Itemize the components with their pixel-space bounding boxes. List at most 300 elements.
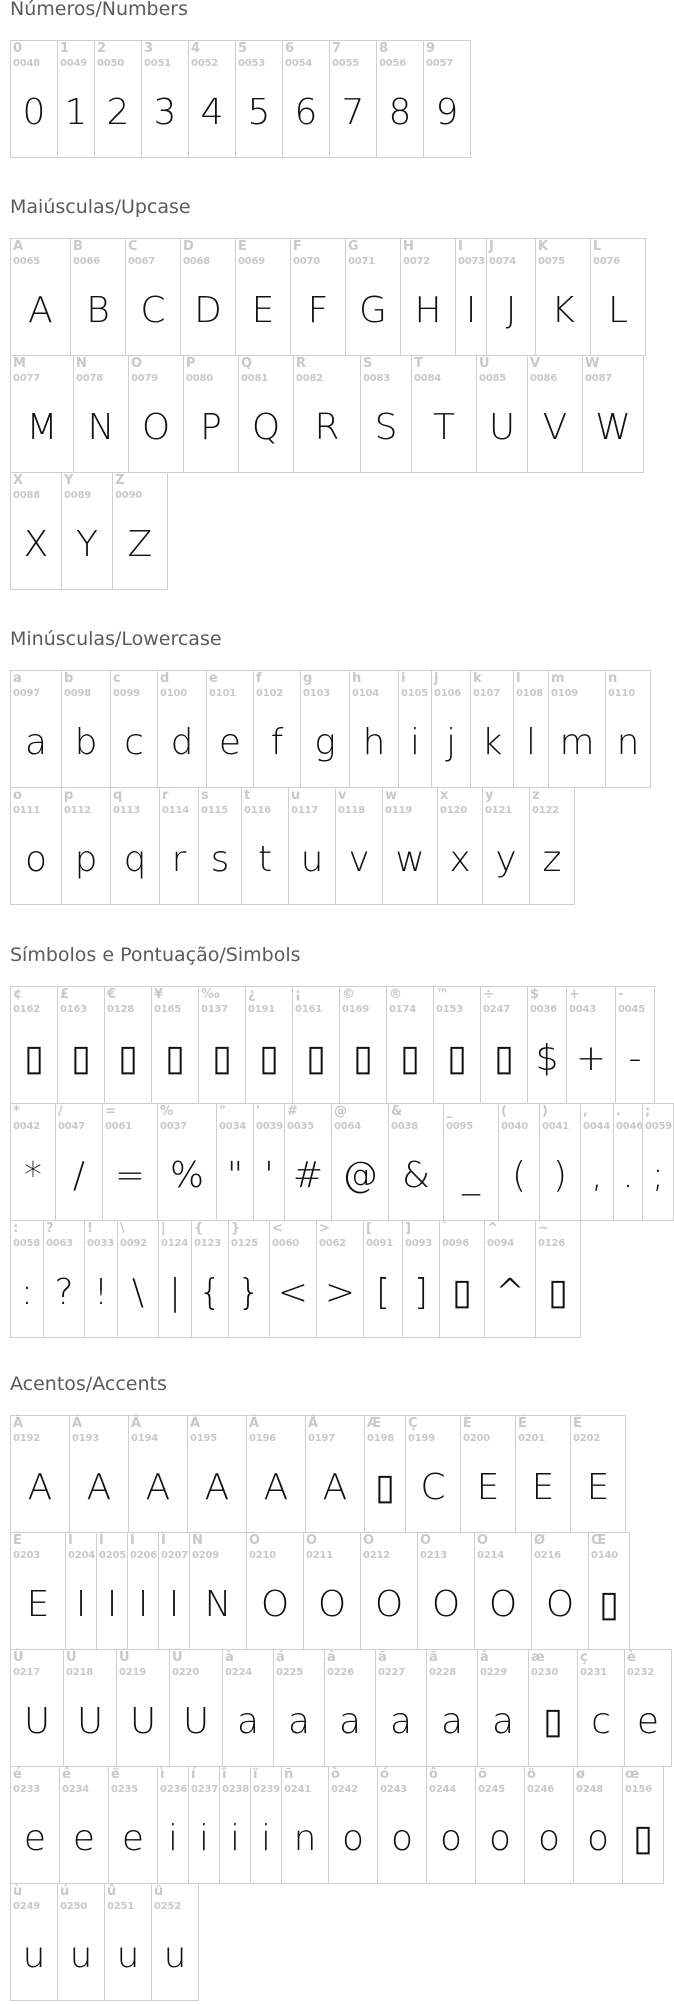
- glyph-character-label: x: [440, 788, 449, 803]
- glyph-code-label: 0033: [87, 1238, 115, 1249]
- glyph-sample: ▯: [24, 1038, 44, 1079]
- glyph-cell: [102, 1103, 158, 1221]
- glyph-cell: [10, 238, 71, 356]
- glyph-code-label: 0247: [483, 1004, 511, 1015]
- glyph-cell: [159, 787, 199, 905]
- glyph-code-label: 0055: [332, 58, 360, 69]
- glyph-cell: [588, 1532, 630, 1650]
- glyph-cell: [61, 670, 111, 788]
- glyph-code-label: 0067: [128, 256, 156, 267]
- glyph-code-label: 0210: [249, 1550, 277, 1561]
- glyph-cell: [303, 1532, 361, 1650]
- glyph-character-label: œ: [625, 1767, 640, 1782]
- glyph-cell: [622, 1766, 664, 1884]
- glyph-sample: I: [75, 1584, 87, 1625]
- glyph-sample: ▯: [599, 1584, 619, 1625]
- glyph-sample: E: [586, 1467, 610, 1508]
- glyph-character-label: R: [296, 356, 307, 371]
- glyph-code-label: 0217: [13, 1667, 41, 1678]
- glyph-character-label: ô: [429, 1767, 438, 1782]
- glyph-cell: [112, 472, 168, 590]
- glyph-code-label: 0081: [241, 373, 269, 384]
- glyph-code-label: 0086: [530, 373, 558, 384]
- glyph-code-label: 0035: [287, 1121, 315, 1132]
- glyph-code-label: 0094: [487, 1238, 515, 1249]
- glyph-sample: s: [210, 839, 230, 880]
- glyph-cell: [402, 1220, 440, 1338]
- glyph-sample: I: [465, 290, 477, 331]
- glyph-sample: ;: [651, 1155, 665, 1196]
- glyph-sample: H: [414, 290, 442, 331]
- glyph-sample: ▯: [548, 1272, 568, 1313]
- glyph-character-label: Ù: [13, 1650, 24, 1665]
- glyph-sample: ▯: [375, 1467, 395, 1508]
- glyph-cell: [528, 1649, 578, 1767]
- glyph-code-label: 0041: [542, 1121, 570, 1132]
- glyph-sample: I: [137, 1584, 149, 1625]
- glyph-cell: [10, 787, 62, 905]
- glyph-sample: o: [341, 1818, 365, 1859]
- glyph-character-label: È: [463, 1416, 472, 1431]
- glyph-code-label: 0233: [13, 1784, 41, 1795]
- glyph-sample: Z: [127, 524, 153, 565]
- glyph-sample: g: [314, 722, 336, 763]
- glyph-cell: [228, 1220, 270, 1338]
- glyph-cell: [642, 1103, 674, 1221]
- glyph-character-label: ¿: [248, 987, 256, 1002]
- glyph-code-label: 0037: [160, 1121, 188, 1132]
- glyph-code-label: 0038: [391, 1121, 419, 1132]
- glyph-sample: %: [169, 1155, 205, 1196]
- glyph-character-label: 7: [332, 41, 342, 56]
- glyph-cell: [70, 238, 126, 356]
- glyph-character-label: ó: [380, 1767, 389, 1782]
- glyph-cell: [513, 670, 549, 788]
- glyph-sample: f: [270, 722, 284, 763]
- glyph-character-label: [: [366, 1221, 372, 1236]
- glyph-cell: [335, 787, 383, 905]
- glyph-code-label: 0140: [591, 1550, 619, 1561]
- glyph-character-label: _: [446, 1104, 453, 1119]
- glyph-character-label: Õ: [420, 1533, 432, 1548]
- glyph-sample: F: [307, 290, 329, 331]
- glyph-character-label: É: [518, 1416, 527, 1431]
- glyph-cell: [269, 1220, 317, 1338]
- glyph-code-label: 0229: [480, 1667, 508, 1678]
- glyph-character-label: ê: [62, 1767, 71, 1782]
- glyph-character-label: ©: [342, 987, 355, 1002]
- glyph-code-label: 0202: [573, 1433, 601, 1444]
- glyph-sample: ▯: [165, 1038, 185, 1079]
- glyph-cell: [577, 1649, 625, 1767]
- glyph-code-label: 0091: [366, 1238, 394, 1249]
- glyph-sample: A: [145, 1467, 171, 1508]
- glyph-character-label: l: [516, 671, 521, 686]
- glyph-code-label: 0205: [99, 1550, 127, 1561]
- glyph-code-label: 0115: [201, 805, 229, 816]
- glyph-character-label: k: [473, 671, 482, 686]
- glyph-cell: [605, 670, 651, 788]
- glyph-code-label: 0193: [72, 1433, 100, 1444]
- glyph-character-label: v: [338, 788, 347, 803]
- glyph-cell: [157, 1766, 189, 1884]
- glyph-character-label: €: [107, 987, 117, 1002]
- glyph-cell: [157, 670, 207, 788]
- glyph-code-label: 0125: [231, 1238, 259, 1249]
- glyph-sample: 3: [153, 92, 177, 133]
- glyph-cell: [284, 1103, 332, 1221]
- glyph-cell: [360, 1532, 418, 1650]
- glyph-code-label: 0162: [13, 1004, 41, 1015]
- glyph-sample: u: [163, 1935, 187, 1976]
- glyph-sample: ▯: [633, 1818, 653, 1859]
- glyph-cell: [613, 1103, 643, 1221]
- glyph-code-label: 0120: [440, 805, 468, 816]
- glyph-character-label: /: [58, 1104, 63, 1119]
- glyph-cell: [10, 670, 62, 788]
- glyph-character-label: ]: [405, 1221, 411, 1236]
- glyph-character-label: 3: [144, 41, 154, 56]
- glyph-sample: A: [86, 1467, 112, 1508]
- glyph-cell: [188, 40, 236, 158]
- glyph-row: [10, 1532, 671, 1649]
- glyph-cell: [157, 1103, 217, 1221]
- glyph-cell: [331, 1103, 389, 1221]
- glyph-character-label: Û: [119, 1650, 130, 1665]
- glyph-code-label: 0249: [13, 1901, 41, 1912]
- glyph-character-label: Ò: [249, 1533, 261, 1548]
- glyph-sample: a: [389, 1701, 413, 1742]
- glyph-code-label: 0102: [256, 688, 284, 699]
- glyph-sample: +: [575, 1038, 607, 1079]
- glyph-cell: [281, 1766, 329, 1884]
- glyph-row: [10, 986, 673, 1103]
- glyph-character-label: V: [530, 356, 541, 371]
- glyph-cell: [475, 1766, 525, 1884]
- glyph-character-label: !: [87, 1221, 93, 1236]
- glyph-sample: !: [93, 1272, 109, 1313]
- glyph-cell: [573, 1766, 623, 1884]
- glyph-character-label: Ó: [306, 1533, 318, 1548]
- glyph-character-label: 5: [238, 41, 248, 56]
- glyph-character-label: O: [131, 356, 143, 371]
- glyph-cell: [116, 1649, 170, 1767]
- glyph-character-label: d: [160, 671, 170, 686]
- glyph-cell: [288, 787, 336, 905]
- glyph-sample: e: [636, 1701, 660, 1742]
- glyph-code-label: 0076: [593, 256, 621, 267]
- glyph-character-label: ì: [160, 1767, 165, 1782]
- glyph-character-label: û: [107, 1884, 117, 1899]
- glyph-cell: [290, 238, 346, 356]
- glyph-cell: [293, 355, 361, 473]
- glyph-cell: [386, 986, 434, 1104]
- glyph-grid: [10, 986, 673, 1337]
- glyph-cell: [529, 787, 575, 905]
- glyph-cell: [615, 986, 655, 1104]
- glyph-code-label: 0068: [183, 256, 211, 267]
- glyph-cell: [329, 40, 377, 158]
- glyph-cell: [158, 1532, 190, 1650]
- glyph-character-label: ;: [645, 1104, 651, 1119]
- glyph-sample: .: [622, 1155, 634, 1196]
- glyph-character-label: T: [414, 356, 423, 371]
- glyph-character-label: å: [480, 1650, 489, 1665]
- glyph-sample: E: [26, 1584, 50, 1625]
- glyph-character-label: Ï: [161, 1533, 166, 1548]
- glyph-code-label: 0218: [66, 1667, 94, 1678]
- glyph-cell: [476, 355, 528, 473]
- glyph-code-label: 0216: [534, 1550, 562, 1561]
- glyph-character-label: t: [244, 788, 251, 803]
- glyph-character-label: E: [238, 239, 247, 254]
- glyph-character-label: æ: [531, 1650, 545, 1665]
- glyph-character-label: c: [113, 671, 121, 686]
- glyph-character-label: Æ: [367, 1416, 382, 1431]
- glyph-cell: [253, 670, 301, 788]
- glyph-cell: [548, 670, 606, 788]
- glyph-sample: i: [198, 1818, 209, 1859]
- glyph-row: [10, 355, 645, 472]
- glyph-character-label: ï: [253, 1767, 258, 1782]
- glyph-code-label: 0040: [501, 1121, 529, 1132]
- glyph-code-label: 0239: [253, 1784, 281, 1795]
- glyph-cell: [127, 1532, 159, 1650]
- glyph-code-label: 0093: [405, 1238, 433, 1249]
- glyph-cell: [96, 1532, 128, 1650]
- glyph-sample: U: [23, 1701, 51, 1742]
- glyph-character-label: é: [13, 1767, 22, 1782]
- glyph-code-label: 0066: [73, 256, 101, 267]
- glyph-code-label: 0074: [489, 256, 517, 267]
- glyph-character-label: ñ: [284, 1767, 294, 1782]
- glyph-character-label: á: [276, 1650, 285, 1665]
- glyph-sample: \: [131, 1272, 145, 1313]
- glyph-code-label: 0203: [13, 1550, 41, 1561]
- glyph-character-label: w: [385, 788, 398, 803]
- glyph-code-label: 0128: [107, 1004, 135, 1015]
- glyph-code-label: 0219: [119, 1667, 147, 1678]
- glyph-character-label: |: [161, 1221, 166, 1236]
- glyph-code-label: 0137: [201, 1004, 229, 1015]
- glyph-character-label: M: [13, 356, 26, 371]
- glyph-code-label: 0047: [58, 1121, 86, 1132]
- glyph-code-label: 0153: [436, 1004, 464, 1015]
- glyph-cell: [10, 1532, 66, 1650]
- glyph-sample: a: [491, 1701, 515, 1742]
- glyph-sample: O: [374, 1584, 404, 1625]
- glyph-code-label: 0059: [645, 1121, 673, 1132]
- glyph-code-label: 0111: [13, 805, 41, 816]
- section-title: Maiúsculas/Upcase: [10, 196, 191, 218]
- glyph-cell: [382, 787, 438, 905]
- glyph-character-label: ¡: [295, 987, 301, 1002]
- glyph-character-label: Œ: [591, 1533, 607, 1548]
- glyph-sample: p: [74, 839, 98, 880]
- glyph-cell: [198, 787, 242, 905]
- glyph-code-label: 0213: [420, 1550, 448, 1561]
- glyph-sample: 7: [341, 92, 365, 133]
- glyph-sample: E: [531, 1467, 555, 1508]
- glyph-cell: [151, 986, 199, 1104]
- glyph-cell: [535, 238, 591, 356]
- glyph-character-label: î: [222, 1767, 227, 1782]
- glyph-row: [10, 1103, 673, 1220]
- glyph-character-label: s: [201, 788, 209, 803]
- glyph-code-label: 0044: [583, 1121, 611, 1132]
- glyph-sample: C: [420, 1467, 446, 1508]
- glyph-character-label: Ë: [13, 1533, 22, 1548]
- glyph-character-label: Ü: [172, 1650, 183, 1665]
- glyph-sample: &: [401, 1155, 431, 1196]
- glyph-character-label: <: [272, 1221, 283, 1236]
- glyph-character-label: ç: [580, 1650, 588, 1665]
- glyph-character-label: J: [489, 239, 494, 254]
- glyph-sample: $: [535, 1038, 559, 1079]
- glyph-character-label: è: [627, 1650, 636, 1665]
- glyph-cell: [426, 1649, 478, 1767]
- glyph-character-label: Å: [308, 1416, 319, 1431]
- glyph-cell: [364, 1415, 406, 1533]
- glyph-sample: J: [505, 290, 517, 331]
- glyph-code-label: 0039: [256, 1121, 284, 1132]
- glyph-character-label: F: [293, 239, 302, 254]
- glyph-code-label: 0116: [244, 805, 272, 816]
- glyph-code-label: 0057: [426, 58, 454, 69]
- glyph-cell: [10, 986, 58, 1104]
- glyph-sample: n: [616, 722, 640, 763]
- glyph-sample: O: [260, 1584, 290, 1625]
- glyph-code-label: 0238: [222, 1784, 250, 1795]
- glyph-code-label: 0058: [13, 1238, 41, 1249]
- glyph-character-label: £: [60, 987, 70, 1002]
- glyph-code-label: 0122: [532, 805, 560, 816]
- glyph-cell: [482, 787, 530, 905]
- glyph-sample: x: [449, 839, 471, 880]
- glyph-code-label: 0089: [64, 490, 92, 501]
- glyph-code-label: 0103: [303, 688, 331, 699]
- glyph-code-label: 0165: [154, 1004, 182, 1015]
- glyph-code-label: 0110: [608, 688, 636, 699]
- glyph-cell: [169, 1649, 223, 1767]
- glyph-character-label: À: [13, 1416, 24, 1431]
- glyph-code-label: 0114: [162, 805, 190, 816]
- glyph-grid: [10, 1415, 671, 2000]
- glyph-code-label: 0230: [531, 1667, 559, 1678]
- glyph-grid: [10, 40, 470, 157]
- glyph-character-label: \: [120, 1221, 125, 1236]
- glyph-sample: [: [375, 1272, 391, 1313]
- glyph-code-label: 0206: [130, 1550, 158, 1561]
- glyph-sample: ▯: [452, 1272, 472, 1313]
- glyph-sample: ▯: [118, 1038, 138, 1079]
- glyph-code-label: 0199: [408, 1433, 436, 1444]
- glyph-sample: _: [462, 1155, 480, 1196]
- glyph-cell: [477, 1649, 529, 1767]
- glyph-code-label: 0108: [516, 688, 544, 699]
- glyph-character-label: ‰: [201, 987, 220, 1002]
- glyph-sample: 9: [435, 92, 459, 133]
- glyph-character-label: Ø: [534, 1533, 546, 1548]
- glyph-cell: [570, 1415, 626, 1533]
- glyph-character-label: Ú: [66, 1650, 77, 1665]
- glyph-sample: h: [362, 722, 386, 763]
- glyph-cell: [253, 1103, 285, 1221]
- glyph-character-label: y: [485, 788, 494, 803]
- glyph-cell: [104, 986, 152, 1104]
- glyph-cell: [400, 238, 456, 356]
- glyph-code-label: 0242: [331, 1784, 359, 1795]
- glyph-code-label: 0196: [249, 1433, 277, 1444]
- glyph-cell: [10, 1220, 44, 1338]
- glyph-character-label: C: [128, 239, 138, 254]
- glyph-sample: A: [263, 1467, 289, 1508]
- glyph-code-label: 0049: [60, 58, 88, 69]
- glyph-sample: @: [342, 1155, 378, 1196]
- glyph-sample: :: [20, 1272, 34, 1313]
- glyph-character-label: L: [593, 239, 602, 254]
- glyph-code-label: 0034: [219, 1121, 247, 1132]
- glyph-cell: [219, 1766, 251, 1884]
- glyph-row: [10, 670, 650, 787]
- glyph-character-label: Ì: [68, 1533, 73, 1548]
- glyph-code-label: 0042: [13, 1121, 41, 1132]
- section-title: Números/Numbers: [10, 0, 188, 20]
- glyph-code-label: 0078: [76, 373, 104, 384]
- glyph-cell: [188, 1766, 220, 1884]
- glyph-sample: i: [260, 1818, 271, 1859]
- glyph-character-label: ?: [46, 1221, 54, 1236]
- glyph-sample: e: [72, 1818, 96, 1859]
- glyph-character-label: ã: [378, 1650, 387, 1665]
- glyph-cell: [417, 1532, 475, 1650]
- glyph-code-label: 0225: [276, 1667, 304, 1678]
- glyph-grid: [10, 670, 650, 904]
- glyph-character-label: ,: [583, 1104, 588, 1119]
- glyph-character-label: $: [530, 987, 540, 1002]
- glyph-character-label: ®: [389, 987, 402, 1002]
- glyph-code-label: 0220: [172, 1667, 200, 1678]
- glyph-character-label: ä: [429, 1650, 438, 1665]
- section-title: Minúsculas/Lowercase: [10, 628, 222, 650]
- glyph-code-label: 0070: [293, 256, 321, 267]
- glyph-character-label: e: [209, 671, 218, 686]
- glyph-code-label: 0207: [161, 1550, 189, 1561]
- glyph-code-label: 0054: [285, 58, 313, 69]
- glyph-cell: [349, 670, 399, 788]
- glyph-character-label: *: [13, 1104, 20, 1119]
- glyph-cell: [388, 1103, 444, 1221]
- glyph-character-label: Y: [64, 473, 74, 488]
- glyph-sample: a: [236, 1701, 260, 1742]
- glyph-code-label: 0056: [379, 58, 407, 69]
- glyph-character-label: Â: [131, 1416, 142, 1431]
- glyph-code-label: 0092: [120, 1238, 148, 1249]
- glyph-sample: o: [24, 839, 48, 880]
- glyph-sample: O: [317, 1584, 347, 1625]
- glyph-code-label: 0051: [144, 58, 172, 69]
- glyph-character-label: ™: [436, 987, 449, 1002]
- glyph-sample: #: [292, 1155, 324, 1196]
- glyph-character-label: >: [319, 1221, 330, 1236]
- glyph-cell: [10, 1883, 58, 2001]
- glyph-code-label: 0087: [585, 373, 613, 384]
- glyph-character-label: D: [183, 239, 194, 254]
- glyph-code-label: 0099: [113, 688, 141, 699]
- glyph-code-label: 0098: [64, 688, 92, 699]
- glyph-character-label: 2: [97, 41, 107, 56]
- glyph-cell: [235, 238, 291, 356]
